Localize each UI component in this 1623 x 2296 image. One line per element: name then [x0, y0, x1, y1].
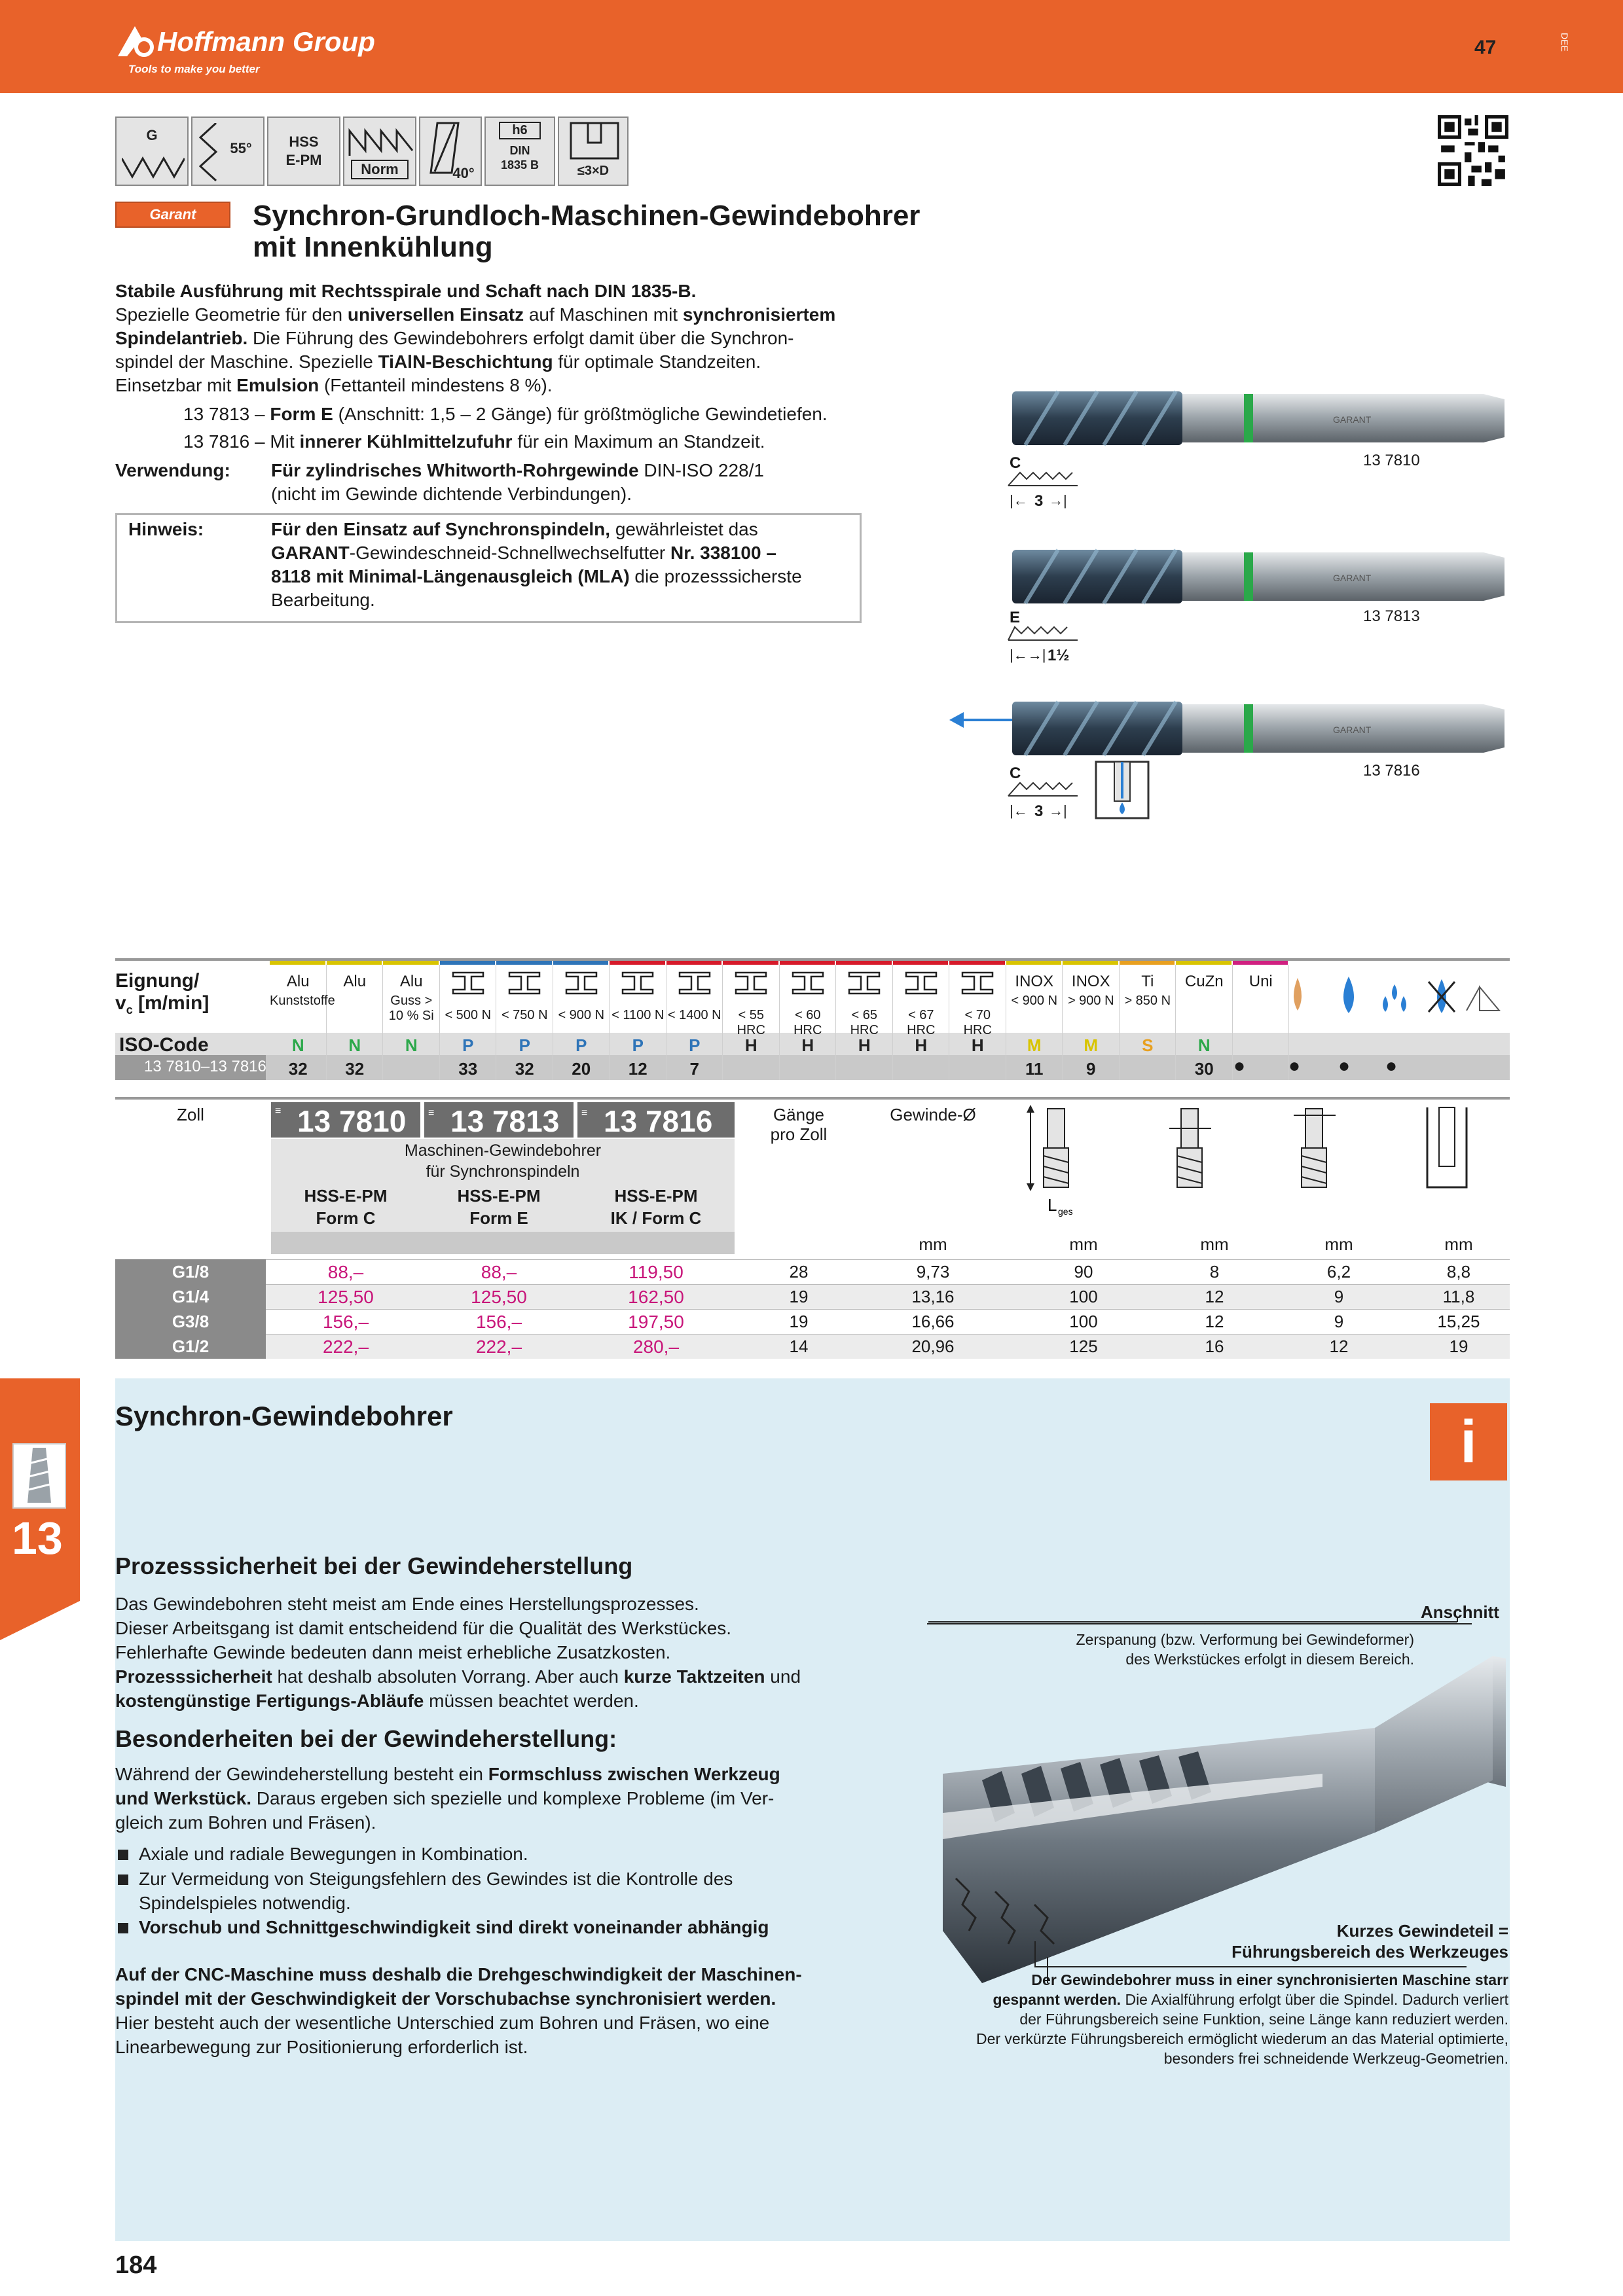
- iso-code: P: [689, 1035, 701, 1055]
- iso-code: P: [575, 1035, 587, 1055]
- subsection-heading: Prozesssicherheit bei der Gewindeherstellung: [115, 1552, 633, 1579]
- paragraph-line: kostengünstige Fertigungs-Abläufe müssen beachtet werden.: [115, 1691, 639, 1711]
- price-cell[interactable]: 125,50: [318, 1287, 374, 1307]
- emulsion-drop-icon: [1343, 977, 1354, 1013]
- bullet-item: Vorschub und Schnittgeschwindigkeit sind direkt voneinander abhängig: [139, 1917, 769, 1937]
- bullet-item: Zur Vermeidung von Steigungsfehlern des Gewindes ist die Kontrolle des: [139, 1869, 733, 1889]
- coolant-icons: [1283, 971, 1506, 1024]
- paragraph-line: Auf der CNC-Maschine muss deshalb die Drehgeschwindigkeit der Maschinen-: [115, 1964, 802, 1984]
- tool-type-spec: HSS-E-PM: [304, 1186, 388, 1206]
- material-color-band: [496, 961, 552, 965]
- material-spec: < 70 HRC: [963, 1008, 992, 1037]
- cutting-speed: 12: [628, 1059, 647, 1079]
- internal-coolant-icon: [1091, 759, 1154, 821]
- dimension-cell: 19: [789, 1287, 809, 1306]
- usage-label: Verwendung:: [115, 460, 230, 480]
- unit-label: mm: [919, 1234, 947, 1254]
- dimension-cell: 12: [1205, 1287, 1224, 1306]
- annotation-title: Anschnitt: [1421, 1602, 1499, 1622]
- unit-label: mm: [1200, 1234, 1229, 1254]
- core-hole-icon: [1414, 1102, 1480, 1194]
- material-name: Alu: [399, 973, 423, 990]
- variant-note: 13 7813 – Form E (Anschnitt: 1,5 – 2 Gänge) für größtmögliche Gewindetiefen.: [183, 404, 828, 424]
- cutting-speed: 11: [1025, 1059, 1044, 1079]
- iso-code: H: [801, 1035, 814, 1055]
- mql-icon: [1467, 987, 1499, 1011]
- paragraph-line: Fehlerhafte Gewinde bedeuten dann meist erhebliche Zusatzkosten.: [115, 1642, 671, 1662]
- cutting-speed: 30: [1194, 1059, 1214, 1079]
- notice-label: Hinweis:: [128, 519, 204, 539]
- chamfer-form-icon: E |←→| 1½: [1010, 609, 1070, 664]
- bullet-icon: [118, 1874, 128, 1885]
- material-color-band: [1233, 961, 1288, 965]
- article-number: 13 7813: [1363, 607, 1420, 625]
- norm-icon: Norm: [343, 117, 416, 186]
- garant-badge: Garant: [115, 202, 230, 228]
- material-spec: Guss > 10 % Si: [388, 994, 434, 1023]
- usage-text: Für zylindrisches Whitworth-Rohrgewinde DIN-ISO 228/1: [271, 460, 764, 480]
- steel-beam-icon: [905, 971, 938, 995]
- material-name: INOX: [1071, 973, 1110, 990]
- article-header-1: ≡ 13 7810: [271, 1102, 420, 1138]
- tap-image-137813: [1006, 538, 1510, 614]
- price-cell[interactable]: 222,–: [475, 1336, 522, 1357]
- material-name: Alu: [343, 973, 367, 990]
- paragraph-line: spindel mit der Geschwindigkeit der Vorschubachse synchronisiert werden.: [115, 1988, 776, 2009]
- intro-line: Stabile Ausführung mit Rechtsspirale und Schaft nach DIN 1835-B.: [115, 281, 697, 301]
- price-cell[interactable]: 88,–: [327, 1262, 364, 1282]
- bullet-item: Spindelspieles notwendig.: [139, 1893, 351, 1913]
- cutting-speed: 33: [458, 1059, 478, 1079]
- paragraph-line: Dieser Arbeitsgang ist damit entscheidend für die Qualität des Werkstückes.: [115, 1618, 732, 1638]
- tpi-header: Gänge pro Zoll: [770, 1105, 828, 1144]
- shank-icon: h6 DIN 1835 B: [484, 117, 555, 186]
- tap-image-137816: [949, 690, 1510, 766]
- iso-code: P: [462, 1035, 474, 1055]
- dimension-cell: 16,66: [911, 1312, 955, 1331]
- usage-text: (nicht im Gewinde dichtende Verbindungen).: [271, 484, 632, 504]
- product-title: Synchron-Grundloch-Maschinen-Gewindebohrer mit Innenkühlung: [253, 200, 921, 263]
- dimension-cell: 6,2: [1326, 1262, 1351, 1282]
- iso-code: H: [744, 1035, 757, 1055]
- dimension-cell: 28: [789, 1262, 809, 1282]
- iso-code: N: [291, 1035, 304, 1055]
- dimension-cell: 16: [1205, 1336, 1224, 1356]
- language-code: DEE: [1559, 33, 1570, 52]
- dimension-cell: 19: [789, 1312, 809, 1331]
- notice-text: Bearbeitung.: [271, 590, 375, 610]
- cutting-speed: 9: [1086, 1059, 1096, 1079]
- helix-angle-icon: 40°: [419, 117, 482, 186]
- subsection-heading: Besonderheiten bei der Gewindeherstellung:: [115, 1725, 617, 1752]
- article-number: 13 7810: [1363, 452, 1420, 469]
- material-spec: Kunststoffe: [270, 994, 335, 1008]
- dimension-cell: 15,25: [1437, 1312, 1480, 1331]
- info-icon[interactable]: i: [1430, 1403, 1507, 1480]
- suitability-title: Eignung/ $v_c$ [m/min]: [115, 970, 210, 1016]
- material-spec: > 900 N: [1067, 994, 1114, 1008]
- material-name: Ti: [1141, 973, 1154, 990]
- material-color-band: [610, 961, 665, 965]
- price-cell[interactable]: 156,–: [322, 1312, 369, 1332]
- dimension-cell: 9: [1334, 1287, 1344, 1306]
- iso-code: H: [915, 1035, 928, 1055]
- material-spec: < 1400 N: [667, 1008, 721, 1022]
- brand-name: Hoffmann Group: [157, 26, 375, 57]
- material-color-band: [1176, 961, 1231, 965]
- annotation-text: Der Gewindebohrer muss in einer synchronisierten Maschine starr gespannt werden. Die Axialführung erfolgt über die Spindel. Dadurch verliert der Führungsbereich seine Funktion, seine Länge kann reduziert werden. Der verkürzte Führungsbereich ermöglicht wiederum an das Material optimierte, besonders frei schneidende Werkzeug-Geometrien.: [976, 1971, 1508, 2067]
- dimension-cell: 13,16: [911, 1287, 955, 1306]
- article-description: Maschinen-Gewindebohrer für Synchronspindeln: [404, 1141, 602, 1181]
- article-number: 13 7816: [1363, 762, 1420, 780]
- price-cell[interactable]: 222,–: [322, 1336, 369, 1357]
- price-table-top-rule: [115, 1097, 1510, 1100]
- material-color-band: [949, 961, 1005, 965]
- steel-beam-icon: [792, 971, 824, 995]
- variant-note: 13 7816 – Mit innerer Kühlmittelzufuhr für ein Maximum an Standzeit.: [183, 431, 765, 452]
- dimension-cell: 100: [1069, 1312, 1098, 1331]
- material-spec: < 900 N: [558, 1008, 605, 1022]
- steel-beam-icon: [735, 971, 767, 995]
- steel-beam-icon: [848, 971, 881, 995]
- paragraph-line: Während der Gewindeherstellung besteht ein Formschluss zwischen Werkzeug: [115, 1764, 780, 1784]
- price-cell[interactable]: 125,50: [471, 1287, 527, 1307]
- paragraph-line: und Werkstück. Daraus ergeben sich spezielle und komplexe Probleme (im Ver-: [115, 1788, 775, 1808]
- material-spec: < 1100 N: [611, 1008, 665, 1022]
- annotation-line: [1034, 1966, 1467, 1967]
- svg-text:ges: ges: [1058, 1206, 1073, 1217]
- material-color-band: [553, 961, 609, 965]
- tool-type-spec: HSS-E-PM: [614, 1186, 698, 1206]
- iso-code: P: [519, 1035, 530, 1055]
- cutting-speed: 32: [288, 1059, 308, 1079]
- material-name: INOX: [1015, 973, 1054, 990]
- material-color-band: [1063, 961, 1118, 965]
- steel-beam-icon: [508, 971, 541, 995]
- material-color-band: [666, 961, 722, 965]
- dimension-cell: 20,96: [911, 1336, 955, 1356]
- hoffmann-logo-icon: [115, 24, 157, 58]
- chapter-number: 13: [12, 1513, 63, 1564]
- iso-code: M: [1084, 1035, 1099, 1055]
- dimension-cell: 11,8: [1442, 1287, 1475, 1306]
- chapter-tab: [0, 1378, 80, 1640]
- paragraph-line: Prozesssicherheit hat deshalb absoluten Vorrang. Aber auch kurze Taktzeiten und: [115, 1666, 801, 1687]
- thread-type-icon: G: [115, 117, 189, 186]
- material-spec: < 750 N: [501, 1008, 548, 1022]
- material-color-band: [893, 961, 949, 965]
- dimension-cell: 12: [1329, 1336, 1349, 1356]
- unit-label: mm: [1069, 1234, 1098, 1254]
- paragraph-line: Das Gewindebohren steht meist am Ende eines Herstellungsprozesses.: [115, 1594, 699, 1614]
- annotation-line: [1034, 1941, 1036, 1967]
- material-icon: HSS E-PM: [267, 117, 340, 186]
- price-cell[interactable]: 162,50: [628, 1287, 684, 1307]
- paragraph-line: Linearbewegung zur Positionierung erforderlich ist.: [115, 2037, 528, 2057]
- chamfer-form-icon: C |← 3 →|: [1007, 764, 1079, 830]
- iso-code: H: [971, 1035, 984, 1055]
- intro-line: spindel der Maschine. Spezielle TiAlN-Beschichtung für optimale Standzeiten.: [115, 351, 761, 372]
- material-spec: < 67 HRC: [907, 1008, 936, 1037]
- annotation-title: Kurzes Gewindeteil = Führungsbereich des Werkzeuges: [1231, 1921, 1508, 1962]
- square-size-icon: [1283, 1102, 1349, 1194]
- iso-code: S: [1142, 1035, 1154, 1055]
- iso-code-label: ISO-Code: [119, 1034, 209, 1056]
- intro-line: Einsetzbar mit Emulsion (Fettanteil mindestens 8 %).: [115, 375, 553, 395]
- zoll-col: Zoll: [177, 1105, 204, 1124]
- coating-row-bg: [271, 1232, 735, 1254]
- material-color-band: [383, 961, 439, 965]
- price-cell[interactable]: 280,–: [632, 1336, 680, 1357]
- chamfer-form-icon: C |← 3 →|: [1007, 454, 1079, 520]
- intro-line: Spezielle Geometrie für den universellen Einsatz auf Maschinen mit synchronisiertem: [115, 304, 836, 325]
- dimension-cell: 8,8: [1446, 1262, 1471, 1282]
- dimension-cell: 14: [789, 1336, 809, 1356]
- notice-text: GARANT-Gewindeschneid-Schnellwechselfutter Nr. 338100 –: [271, 543, 776, 563]
- material-color-band: [440, 961, 496, 965]
- paragraph-line: gleich zum Bohren und Fräsen).: [115, 1812, 376, 1833]
- unit-label: mm: [1324, 1234, 1353, 1254]
- price-cell[interactable]: 197,50: [628, 1312, 684, 1332]
- material-spec: < 60 HRC: [793, 1008, 822, 1037]
- diameter-header: Gewinde-Ø: [890, 1105, 976, 1124]
- dimension-cell: 125: [1069, 1336, 1098, 1356]
- iso-code: M: [1027, 1035, 1042, 1055]
- tool-type-spec: Form C: [316, 1208, 376, 1228]
- cutting-speed: 20: [572, 1059, 591, 1079]
- dimension-cell: 12: [1205, 1312, 1224, 1331]
- overall-length-icon: [1021, 1102, 1100, 1217]
- dimension-cell: 9,73: [916, 1262, 950, 1282]
- intro-line: Spindelantrieb. Die Führung des Gewindebohrers erfolgt damit über die Synchron-: [115, 328, 794, 348]
- tool-type-spec: HSS-E-PM: [457, 1186, 541, 1206]
- section-title: Synchron-Gewindebohrer: [115, 1401, 453, 1431]
- iso-code: N: [1197, 1035, 1211, 1055]
- dimension-cell: 90: [1074, 1262, 1093, 1282]
- steel-beam-icon: [565, 971, 598, 995]
- steel-beam-icon: [621, 971, 654, 995]
- cutting-speed: 32: [345, 1059, 365, 1079]
- iso-code: P: [632, 1035, 644, 1055]
- svg-text:GARANT: GARANT: [1333, 414, 1372, 425]
- tool-type-spec: Form E: [469, 1208, 528, 1228]
- material-color-band: [327, 961, 382, 965]
- tool-type-spec: IK / Form C: [610, 1208, 702, 1228]
- steel-beam-icon: [678, 971, 711, 995]
- annotation-text: Zerspanung (bzw. Verformung bei Gewindeformer) des Werkstückes erfolgt in diesem Bereich.: [1076, 1631, 1414, 1668]
- shank-diameter-icon: [1159, 1102, 1224, 1194]
- material-color-band: [1120, 961, 1175, 965]
- material-spec: > 850 N: [1124, 994, 1171, 1008]
- material-color-band: [270, 961, 325, 965]
- material-spec: < 500 N: [445, 1008, 492, 1022]
- material-color-band: [723, 961, 778, 965]
- cutting-speed: 7: [689, 1059, 699, 1079]
- material-color-band: [1006, 961, 1062, 965]
- steel-beam-icon: [452, 971, 484, 995]
- depth-icon: ≤3×D: [558, 117, 629, 186]
- notice-text: Für den Einsatz auf Synchronspindeln, gewährleistet das: [271, 519, 758, 539]
- material-spec: < 900 N: [1011, 994, 1058, 1008]
- thread-size: G1/8: [172, 1262, 210, 1282]
- material-color-band: [836, 961, 892, 965]
- dry-drop-icon: [1294, 978, 1302, 1011]
- bullet-icon: [118, 1850, 128, 1860]
- article-header-2: ≡ 13 7813: [424, 1102, 574, 1138]
- bullet-icon: [118, 1923, 128, 1933]
- paragraph-line: Hier besteht auch der wesentliche Unterschied zum Bohren und Fräsen, wo eine: [115, 2013, 770, 2033]
- thread-size: G1/4: [172, 1287, 210, 1306]
- notice-text: 8118 mit Minimal-Längenausgleich (MLA) die prozesssicherste: [271, 566, 802, 586]
- page-number: 184: [115, 2251, 157, 2279]
- material-spec: < 55 HRC: [737, 1008, 765, 1037]
- thread-angle-icon: 55°: [191, 117, 264, 186]
- material-name: Alu: [286, 973, 310, 990]
- svg-text:GARANT: GARANT: [1333, 725, 1372, 735]
- brand-tagline: Tools to make you better: [128, 63, 260, 75]
- dimension-cell: 9: [1334, 1312, 1344, 1331]
- dimension-cell: 19: [1449, 1336, 1468, 1356]
- price-cell[interactable]: 119,50: [629, 1262, 684, 1282]
- catalog-page-code: 47: [1474, 37, 1497, 58]
- material-name: Uni: [1249, 973, 1273, 990]
- price-cell[interactable]: 88,–: [481, 1262, 517, 1282]
- svg-text:L: L: [1048, 1195, 1057, 1215]
- dimension-cell: 8: [1209, 1262, 1220, 1282]
- iso-code: H: [858, 1035, 871, 1055]
- thread-size: G1/2: [172, 1336, 210, 1356]
- qr-code-icon[interactable]: [1438, 115, 1508, 186]
- mist-icon: [1383, 984, 1406, 1012]
- iso-code: N: [348, 1035, 361, 1055]
- price-cell[interactable]: 156,–: [475, 1312, 522, 1332]
- cutting-speed: 32: [515, 1059, 534, 1079]
- annotation-line: [927, 1623, 1472, 1624]
- steel-beam-icon: [961, 971, 994, 995]
- material-color-band: [780, 961, 835, 965]
- thread-size: G3/8: [172, 1312, 210, 1331]
- material-name: CuZn: [1184, 973, 1224, 990]
- bullet-item: Axiale und radiale Bewegungen in Kombination.: [139, 1844, 528, 1864]
- iso-code: N: [405, 1035, 418, 1055]
- article-header-3: ≡ 13 7816: [577, 1102, 735, 1138]
- svg-text:GARANT: GARANT: [1333, 573, 1372, 583]
- material-spec: < 65 HRC: [850, 1008, 879, 1037]
- dimension-cell: 100: [1069, 1287, 1098, 1306]
- unit-label: mm: [1444, 1234, 1473, 1254]
- tap-image-137810: [1006, 380, 1510, 456]
- range-label: 13 7810–13 7816: [144, 1058, 266, 1075]
